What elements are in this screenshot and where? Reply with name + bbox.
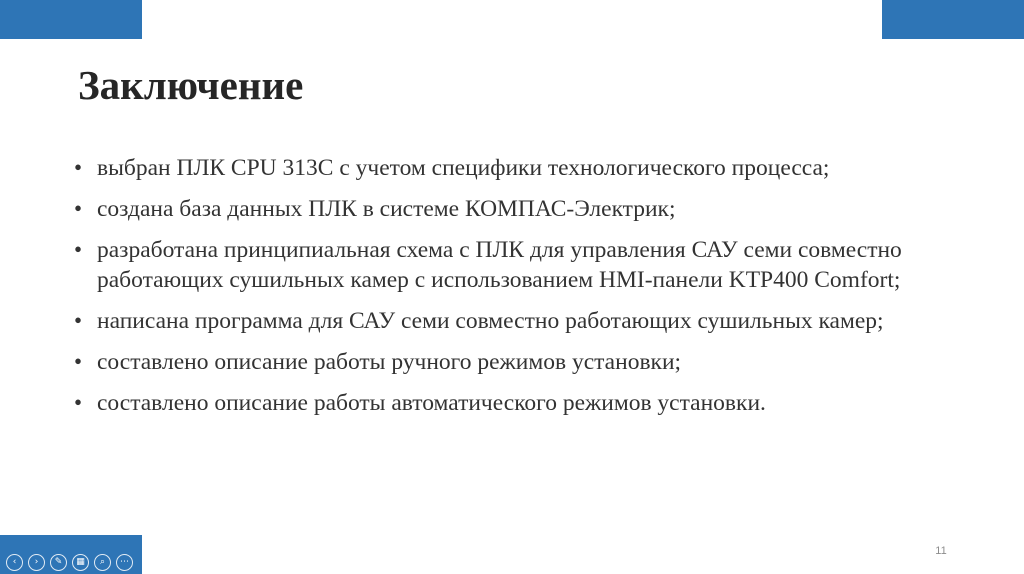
bullet-marker: • [74,308,83,333]
bullet-text: разработана принципиальная схема с ПЛК для управления САУ семи совместно работающих сушильных камер с использованием HMI-панели KTP400 Comfort; [97,237,902,293]
bullet-text: создана база данных ПЛК в системе КОМПАС-Электрик; [97,196,676,222]
bullet-text: составлено описание работы ручного режимов установки; [97,349,682,375]
bullet-list [72,153,962,429]
bullet-item [72,347,962,377]
next-icon[interactable]: › [28,554,45,571]
slides-grid-icon[interactable]: ▦ [72,554,89,571]
zoom-icon[interactable]: ⌕ [94,554,111,571]
accent-bar-top-left [0,0,142,39]
bullet-text: выбран ПЛК CPU 313C с учетом специфики технологического процесса; [97,155,830,181]
presentation-toolbar [0,550,133,574]
bullet-marker: • [74,196,83,221]
slide-title: Заключение [78,62,304,108]
slide-number: 11 [935,545,947,557]
bullet-text: написана программа для САУ семи совместно работающих сушильных камер; [97,308,884,334]
bullet-item [72,388,962,418]
bullet-item [72,306,962,336]
pen-icon[interactable]: ✎ [50,554,67,571]
bullet-marker: • [74,155,83,180]
accent-bar-top-right [882,0,1024,39]
bullet-marker: • [74,390,83,415]
bullet-marker: • [74,237,83,262]
prev-icon[interactable]: ‹ [6,554,23,571]
bullet-item [72,235,962,295]
more-icon[interactable]: ⋯ [116,554,133,571]
bullet-marker: • [74,349,83,374]
bullet-item [72,153,962,183]
bullet-text: составлено описание работы автоматического режимов установки. [97,390,766,416]
bullet-item [72,194,962,224]
